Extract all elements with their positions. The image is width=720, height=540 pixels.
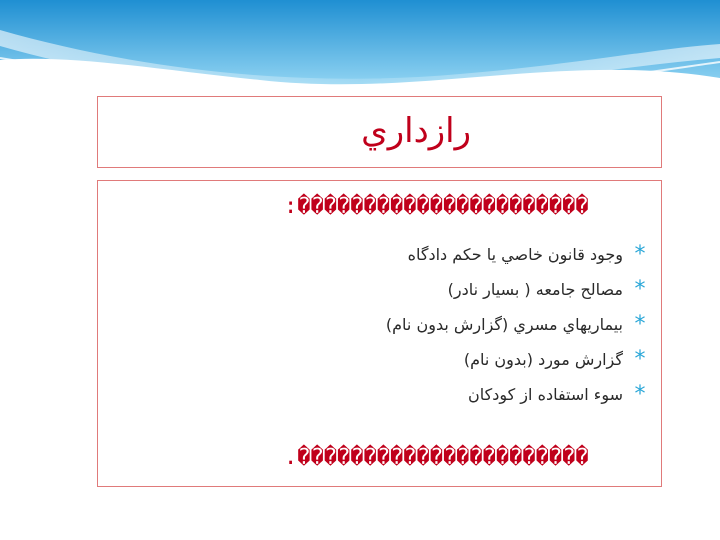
- intro-text: :����������������������: [284, 194, 589, 219]
- bullet-text: سوء استفاده از كودكان: [467, 385, 623, 404]
- list-item: [386, 272, 651, 307]
- list-item: [386, 237, 651, 272]
- content-frame: [97, 180, 662, 487]
- list-item: [386, 377, 651, 412]
- list-item: [386, 307, 651, 342]
- asterisk-bullet-icon: *: [634, 242, 646, 267]
- bullet-list: [386, 237, 651, 412]
- slide-title: رازداري: [361, 111, 471, 151]
- bullet-text: بيماريهاي مسري (گزارش بدون نام): [385, 315, 623, 334]
- asterisk-bullet-icon: *: [634, 382, 646, 407]
- bullet-text: مصالح جامعه ( بسيار نادر): [447, 280, 623, 299]
- asterisk-bullet-icon: *: [634, 347, 646, 372]
- header-wave-decoration: [0, 0, 720, 100]
- bullet-text: گزارش مورد (بدون نام): [463, 350, 623, 369]
- title-frame: [97, 96, 662, 168]
- asterisk-bullet-icon: *: [634, 312, 646, 337]
- asterisk-bullet-icon: *: [634, 277, 646, 302]
- list-item: [386, 342, 651, 377]
- closing-text: .����������������������: [284, 445, 589, 470]
- bullet-text: وجود قانون خاصي يا حكم دادگاه: [407, 245, 623, 264]
